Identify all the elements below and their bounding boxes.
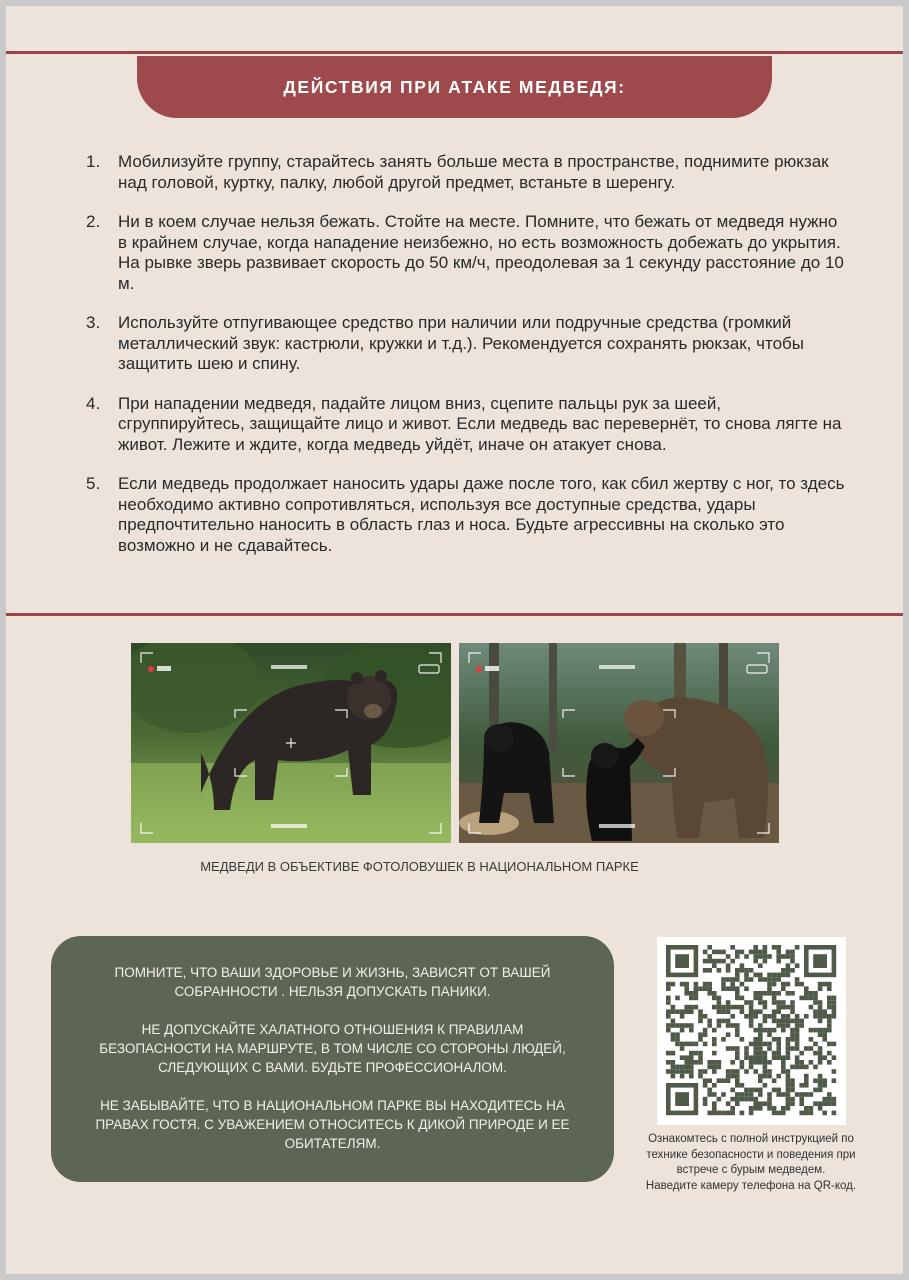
instruction-number: 5. (86, 474, 101, 493)
reminder-paragraph: НЕ ЗАБЫВАЙТЕ, ЧТО В НАЦИОНАЛЬНОМ ПАРКЕ ВЫ НАХОДИТЕСЬ НА ПРАВАХ ГОСТЯ. С УВАЖЕНИЕМ ОТНОСИТЕСЬ К ДИКОЙ ПРИРОДЕ И ЕЕ ОБИТАТЕЛЯМ. (95, 1098, 570, 1151)
qr-finder-pattern (666, 1083, 698, 1115)
page-title: ДЕЙСТВИЯ ПРИ АТАКЕ МЕДВЕДЯ: (283, 76, 626, 97)
instruction-item (86, 394, 846, 456)
poster-page (6, 6, 903, 1274)
instruction-text: Ни в коем случае нельзя бежать. Стойте на месте. Помните, что бежать от медведя нужно в крайнем случае, когда нападение неизбежно, но есть возможность добежать до укрытия. На рывке зверь развивает скорость до 50 км/ч, преодолевая за 1 секунду расстояние до 10 м. (118, 212, 844, 293)
reminder-panel (51, 936, 614, 1182)
instruction-item (86, 313, 846, 375)
camera-trap-photo-cubs (459, 643, 779, 843)
reminder-paragraph: ПОМНИТЕ, ЧТО ВАШИ ЗДОРОВЬЕ И ЖИЗНЬ, ЗАВИСЯТ ОТ ВАШЕЙ СОБРАННОСТИ . НЕЛЬЗЯ ДОПУСКАТЬ ПАНИКИ. (114, 965, 551, 999)
instruction-item (86, 212, 846, 294)
photo-caption: МЕДВЕДИ В ОБЪЕКТИВЕ ФОТОЛОВУШЕК В НАЦИОНАЛЬНОМ ПАРКЕ (200, 859, 639, 874)
qr-caption-line: Наведите камеру телефона на QR-код. (645, 1179, 857, 1192)
instruction-number: 3. (86, 313, 101, 332)
instruction-text: Если медведь продолжает наносить удары даже после того, как сбил жертву с ног, то здесь необходимо активно сопротивляться, используя все доступные средства, удары предпочтительно наносить в область глаз и носа. Будьте агрессивны на сколько это возможно и не сдавайтесь. (118, 474, 845, 555)
instruction-number: 1. (86, 152, 101, 171)
reminder-paragraph: НЕ ДОПУСКАЙТЕ ХАЛАТНОГО ОТНОШЕНИЯ К ПРАВИЛАМ БЕЗОПАСНОСТИ НА МАРШРУТЕ, В ТОМ ЧИСЛЕ СО СТОРОНЫ ЛЮДЕЙ, СЛЕДУЮЩИХ С ВАМИ. БУДЬТЕ ПРОФЕССИОНАЛОМ. (99, 1022, 566, 1075)
instruction-text: Мобилизуйте группу, старайтесь занять больше места в пространстве, поднимите рюкзак над головой, куртку, палку, любой другой предмет, встаньте в шеренгу. (118, 152, 829, 192)
qr-caption-line: Ознакомтесь с полной инструкцией по (648, 1133, 854, 1145)
instruction-item (86, 474, 846, 556)
instruction-text: При нападении медведя, падайте лицом вниз, сцепите пальцы рук за шеей, сгруппируйтесь, защищайте лицо и живот. Если медведь вас перевернёт, то снова лягте на живот. Лежите и ждите, когда медведь уйдёт, иначе он атакует снова. (118, 393, 842, 454)
qr-caption-line: встрече с бурым медведем. (676, 1164, 826, 1176)
title-banner (137, 56, 772, 118)
instruction-item (86, 152, 846, 193)
instruction-number: 4. (86, 393, 101, 413)
qr-caption (640, 1132, 862, 1194)
top-divider (6, 51, 903, 54)
qr-finder-pattern (666, 945, 698, 977)
instruction-number: 2. (86, 212, 101, 231)
qr-finder-pattern (804, 945, 836, 977)
qr-code[interactable] (657, 937, 846, 1125)
camera-trap-photo-bear (131, 643, 451, 843)
middle-divider (6, 613, 903, 616)
instruction-text: Используйте отпугивающее средство при наличии или подручные средства (громкий металлический звук: кастрюли, кружки и т.д.). Рекомендуется сохранять рюкзак, чтобы защитить шею и спину. (118, 313, 804, 373)
qr-caption-line: технике безопасности и поведения при (646, 1148, 856, 1161)
instruction-list (86, 152, 846, 575)
